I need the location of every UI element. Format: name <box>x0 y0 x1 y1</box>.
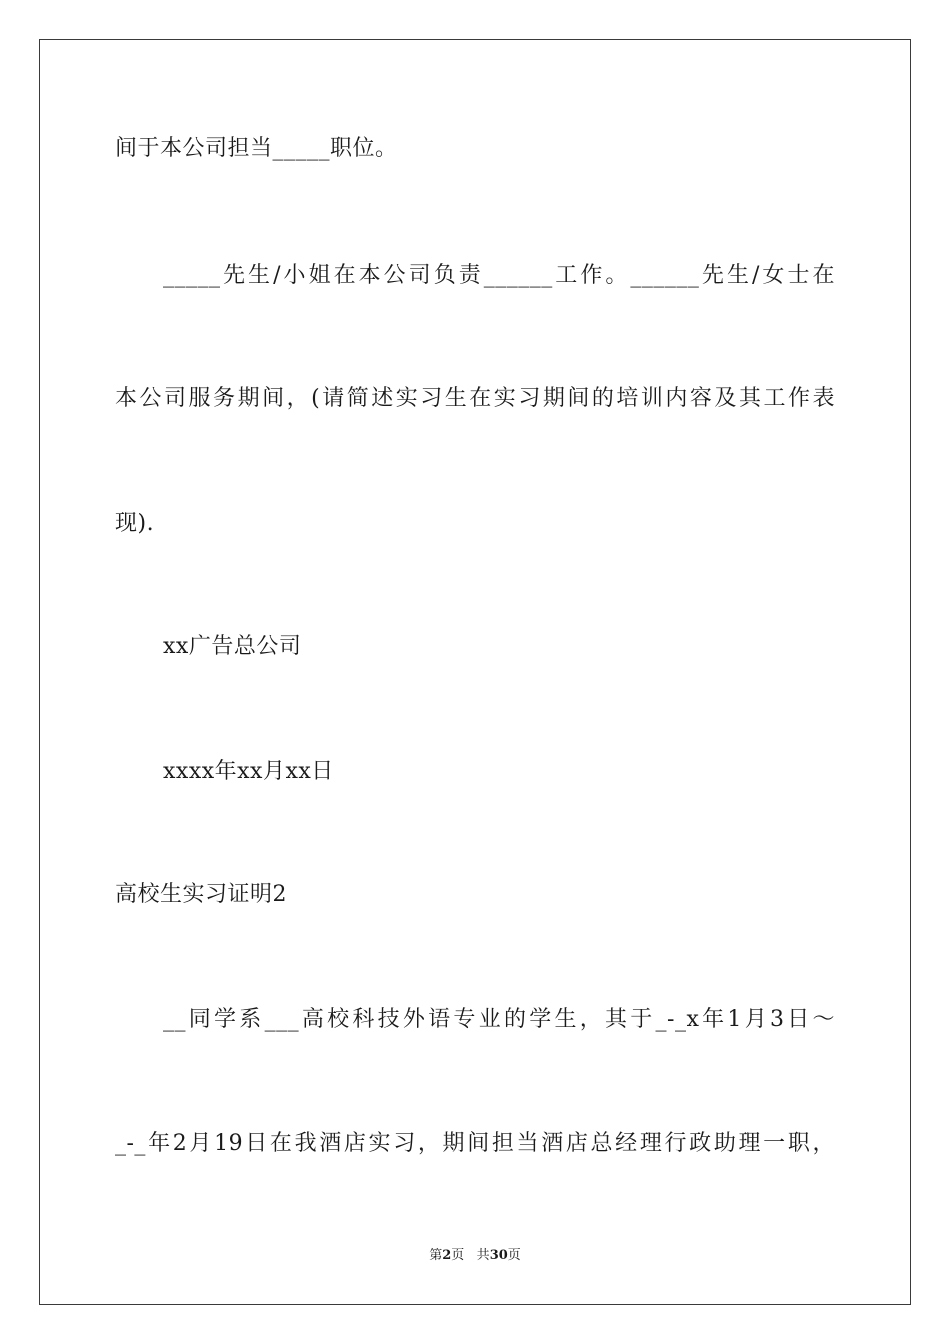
paragraph-line-4: 现). <box>115 511 155 536</box>
page-suffix: 页 <box>451 1248 465 1263</box>
page-footer <box>0 1247 950 1265</box>
paragraph-line-6: _-_年2月19日在我酒店实习，期间担当酒店总经理行政助理一职， <box>115 1131 835 1156</box>
page-border <box>39 39 911 1305</box>
date-line: xxxx年xx月xx日 <box>163 759 334 784</box>
paragraph-line-5: __同学系___高校科技外语专业的学生，其于_-_x年1月3日～ <box>163 1007 835 1032</box>
company-name: xx广告总公司 <box>163 634 302 659</box>
page-prefix: 第 <box>429 1248 443 1263</box>
section-heading: 高校生实习证明2 <box>115 882 287 907</box>
total-pages: 30 <box>489 1248 508 1263</box>
page-number: 2 <box>442 1248 452 1263</box>
total-prefix: 共 <box>476 1248 490 1263</box>
paragraph-line-1: 间于本公司担当_____职位。 <box>115 136 398 161</box>
paragraph-line-2: _____先生/小姐在本公司负责______工作。______先生/女士在 <box>163 263 835 288</box>
paragraph-line-3: 本公司服务期间，(请简述实习生在实习期间的培训内容及其工作表 <box>115 386 835 411</box>
total-suffix: 页 <box>507 1248 521 1263</box>
